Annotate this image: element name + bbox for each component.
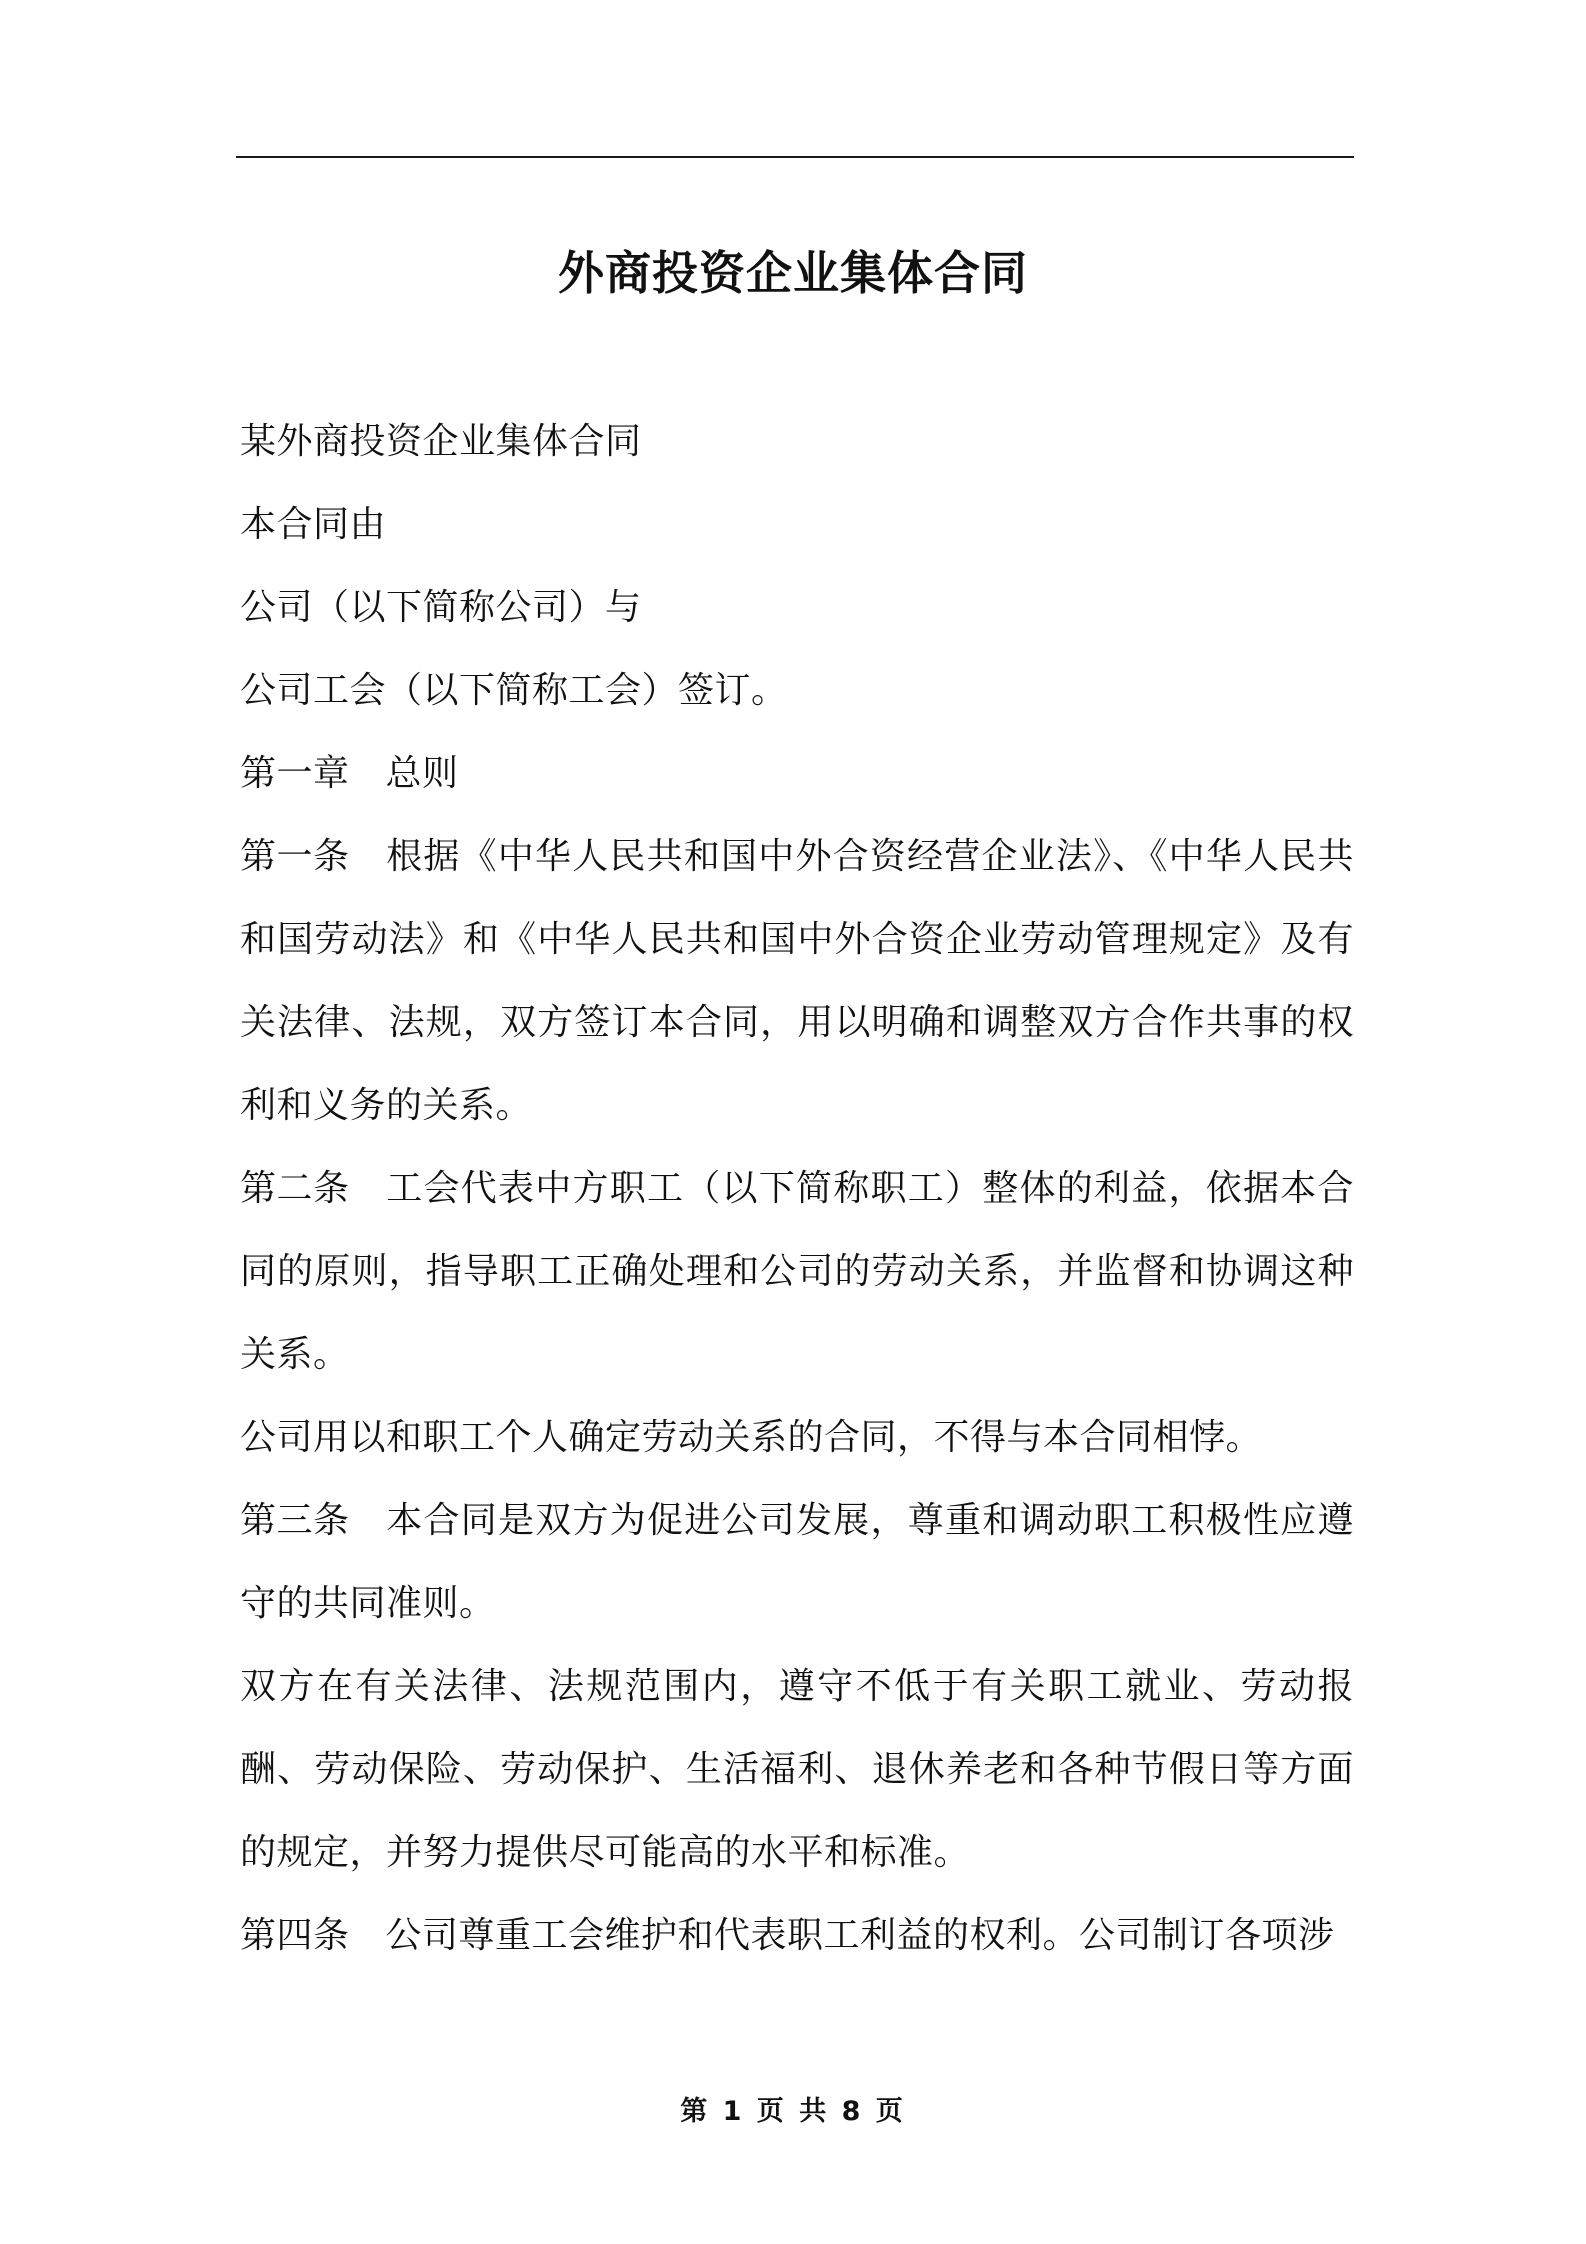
article-number: 第三条 [240,1500,350,1541]
article-number: 第二条 [240,1168,350,1209]
article-text: 本合同是双方为促进公司发展，尊重和调动职工积极性应遵守的共同准则。 [240,1500,1354,1624]
paragraph-text: 公司（以下简称公司）与 [240,587,642,628]
paragraph-intro [240,483,1354,566]
paragraph-text: 某外商投资企业集体合同 [240,421,642,462]
article-text: 根据《中华人民共和国中外合资经营企业法》、《中华人民共和国劳动法》和《中华人民共和国中外合资企业劳动管理规定》及有关法律、法规，双方签订本合同，用以明确和调整双方合作共事的权利和义务的关系。 [240,836,1354,1126]
article-3-continued [240,1645,1354,1894]
chapter-number: 第一章 [240,753,350,794]
paragraph-text: 公司用以和职工个人确定劳动关系的合同，不得与本合同相悖。 [240,1417,1263,1458]
paragraph-party-company [240,566,1354,649]
header-rule [236,156,1354,158]
document-body [240,400,1354,1977]
article-number: 第一条 [240,836,350,877]
chapter-heading [240,732,1354,815]
document-title: 外商投资企业集体合同 [558,245,1028,300]
paragraph-subtitle [240,400,1354,483]
article-text: 工会代表中方职工（以下简称职工）整体的利益，依据本合同的原则，指导职工正确处理和公司的劳动关系，并监督和协调这种关系。 [240,1168,1354,1375]
paragraph-text: 双方在有关法律、法规范围内，遵守不低于有关职工就业、劳动报酬、劳动保险、劳动保护、生活福利、退休养老和各种节假日等方面的规定，并努力提供尽可能高的水平和标准。 [240,1666,1354,1873]
article-3 [240,1479,1354,1645]
chapter-title: 总则 [385,753,459,794]
article-number: 第四条 [240,1915,350,1956]
article-2 [240,1147,1354,1396]
article-text: 公司尊重工会维护和代表职工利益的权利。公司制订各项涉 [385,1915,1335,1956]
paragraph-text: 本合同由 [240,504,387,545]
page-number-footer: 第 1 页 共 8 页 [680,2096,906,2127]
article-2-continued [240,1396,1354,1479]
article-4 [240,1894,1354,1977]
paragraph-text: 公司工会（以下简称工会）签订。 [240,670,788,711]
paragraph-party-union [240,649,1354,732]
article-1 [240,815,1354,1147]
